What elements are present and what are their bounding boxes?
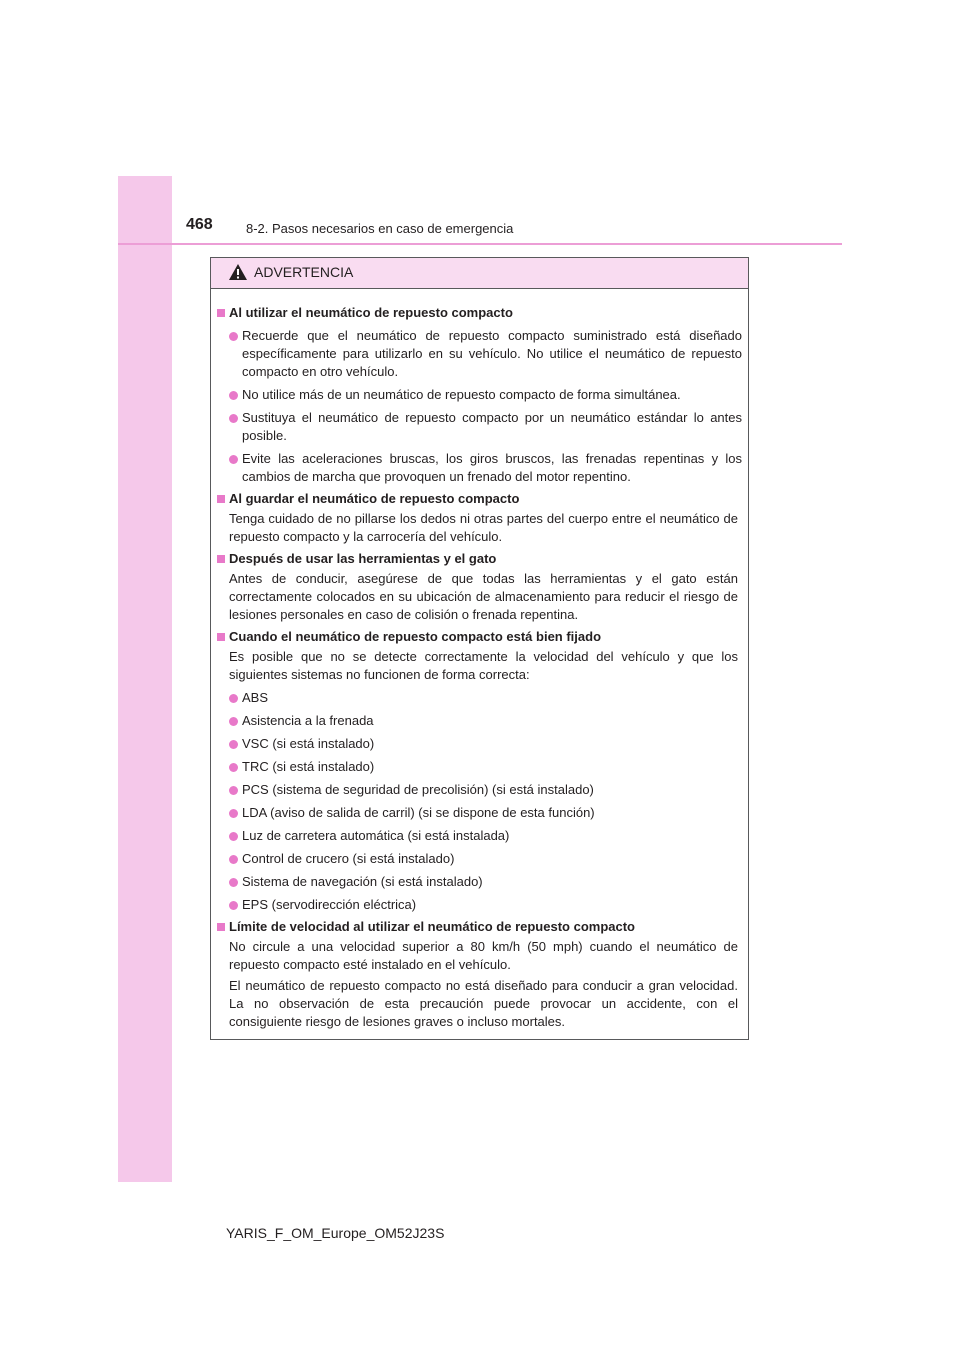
section-heading: Al utilizar el neumático de repuesto compacto	[217, 304, 742, 322]
square-bullet-icon	[217, 633, 225, 641]
warning-body	[211, 289, 748, 1031]
paragraph: Es posible que no se detecte correctamente la velocidad del vehículo y que los siguientes sistemas no funcionen de forma correcta:	[229, 649, 738, 682]
bullet-item: Sistema de navegación (si está instalado)	[217, 873, 742, 891]
side-color-bar	[118, 176, 172, 1182]
round-bullet-icon	[229, 786, 238, 795]
paragraph: Antes de conducir, asegúrese de que todas las herramientas y el gato están correctamente colocados en su ubicación de almacenamiento para reducir el riesgo de lesiones personales en caso de colisión o frenada repentina.	[229, 571, 738, 622]
square-bullet-icon	[217, 495, 225, 503]
warning-title: ADVERTENCIA	[254, 264, 354, 280]
bullet-item: Luz de carretera automática (si está instalada)	[217, 827, 742, 845]
round-bullet-icon	[229, 901, 238, 910]
bullet-item: VSC (si está instalado)	[217, 735, 742, 753]
bullet-item: EPS (servodirección eléctrica)	[217, 896, 742, 914]
round-bullet-icon	[229, 832, 238, 841]
section-heading: Al guardar el neumático de repuesto compacto	[217, 490, 742, 508]
section-heading: Cuando el neumático de repuesto compacto está bien fijado	[217, 628, 742, 646]
square-bullet-icon	[217, 309, 225, 317]
footer-doc-code: YARIS_F_OM_Europe_OM52J23S	[226, 1225, 445, 1241]
warning-box	[210, 257, 749, 1040]
section-title: 8-2. Pasos necesarios en caso de emergencia	[246, 221, 514, 236]
bullet-item: Sustituya el neumático de repuesto compacto por un neumático estándar lo antes posible.	[217, 409, 742, 445]
round-bullet-icon	[229, 455, 238, 464]
square-bullet-icon	[217, 555, 225, 563]
bullet-item: ABS	[217, 689, 742, 707]
round-bullet-icon	[229, 809, 238, 818]
paragraph: No circule a una velocidad superior a 80 km/h (50 mph) cuando el neumático de repuesto compacto esté instalado en el vehículo.	[229, 939, 738, 972]
bullet-item: No utilice más de un neumático de repuesto compacto de forma simultánea.	[217, 386, 742, 404]
bullet-item: TRC (si está instalado)	[217, 758, 742, 776]
round-bullet-icon	[229, 694, 238, 703]
bullet-item: Asistencia a la frenada	[217, 712, 742, 730]
round-bullet-icon	[229, 855, 238, 864]
paragraph: Tenga cuidado de no pillarse los dedos ni otras partes del cuerpo entre el neumático de repuesto compacto y la carrocería del vehículo.	[229, 511, 738, 544]
round-bullet-icon	[229, 414, 238, 423]
warning-triangle-icon	[228, 263, 248, 281]
bullet-item: LDA (aviso de salida de carril) (si se dispone de esta función)	[217, 804, 742, 822]
warning-header	[211, 258, 748, 289]
header-divider	[118, 243, 842, 245]
round-bullet-icon	[229, 332, 238, 341]
round-bullet-icon	[229, 763, 238, 772]
square-bullet-icon	[217, 923, 225, 931]
bullet-item: PCS (sistema de seguridad de precolisión) (si está instalado)	[217, 781, 742, 799]
round-bullet-icon	[229, 878, 238, 887]
paragraph: El neumático de repuesto compacto no está diseñado para conducir a gran velocidad. La no observación de esta precaución puede provocar un accidente, con el consiguiente riesgo de lesiones graves o incluso mortales.	[229, 978, 738, 1029]
page-number: 468	[186, 216, 213, 233]
round-bullet-icon	[229, 740, 238, 749]
round-bullet-icon	[229, 391, 238, 400]
section-heading: Límite de velocidad al utilizar el neumático de repuesto compacto	[217, 918, 742, 936]
bullet-item: Recuerde que el neumático de repuesto compacto suministrado está diseñado específicamente para utilizarlo en su vehículo. No utilice el neumático de repuesto compacto en otro vehículo.	[217, 327, 742, 381]
round-bullet-icon	[229, 717, 238, 726]
section-heading: Después de usar las herramientas y el gato	[217, 550, 742, 568]
bullet-item: Control de crucero (si está instalado)	[217, 850, 742, 868]
bullet-item: Evite las aceleraciones bruscas, los giros bruscos, las frenadas repentinas y los cambios de marcha que provoquen un frenado del motor repentino.	[217, 450, 742, 486]
